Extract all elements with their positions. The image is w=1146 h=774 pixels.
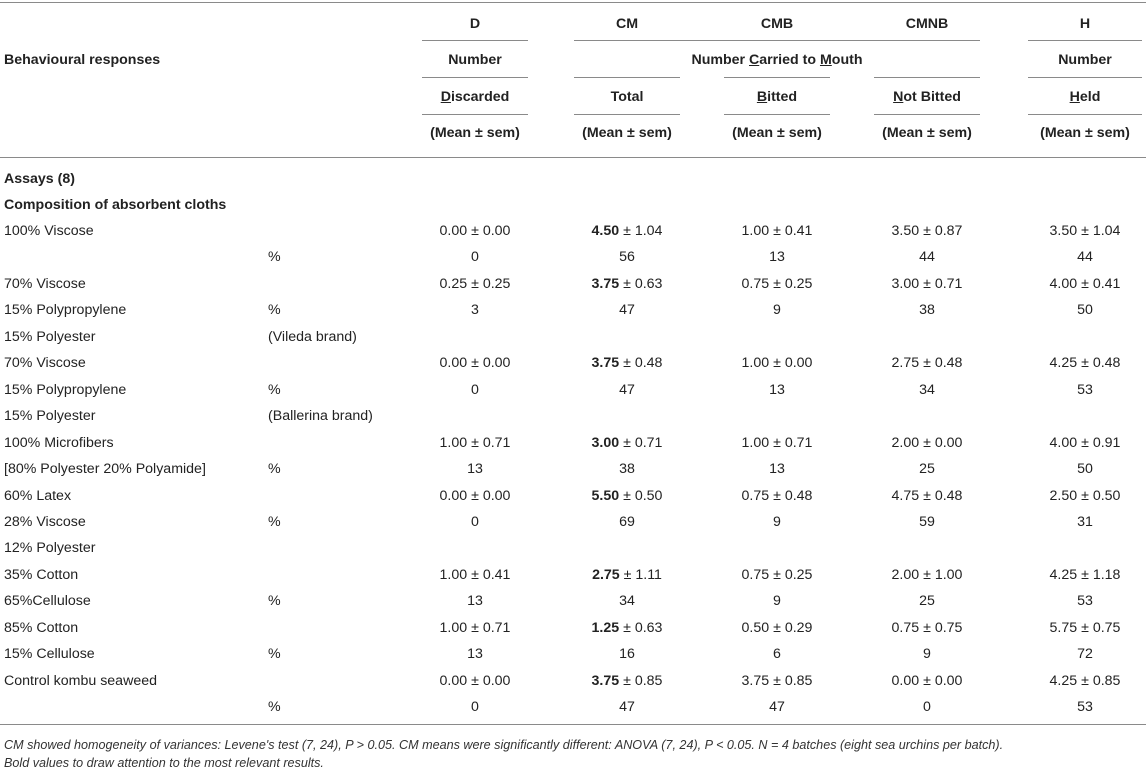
cell-cm-mean: 16 — [619, 646, 635, 662]
cell-cm-sem: ± 0.63 — [619, 620, 663, 636]
cell-cm-sem: ± 0.85 — [619, 673, 663, 689]
cell-cmb: 1.00 ± 0.71 — [741, 435, 813, 451]
cell-cmb: 13 — [769, 382, 785, 398]
cell-h: 3.50 ± 1.04 — [1049, 223, 1121, 239]
cell-cm — [574, 592, 680, 610]
rule-cmnb-2 — [874, 77, 980, 78]
cell-cm-sem: ± 0.63 — [619, 276, 663, 292]
cell-cmnb: 3.50 ± 0.87 — [891, 223, 963, 239]
cell-cmb: 6 — [773, 646, 781, 662]
cell-cm-sem: ± 0.71 — [619, 435, 663, 451]
cell-d: 0.00 ± 0.00 — [439, 488, 511, 504]
row-unit: % — [268, 249, 281, 265]
cell-cmnb: 2.75 ± 0.48 — [891, 355, 963, 371]
cell-cmb: 3.75 ± 0.85 — [741, 673, 813, 689]
header-bottom-rule — [0, 157, 1146, 158]
row-label: 15% Cellulose — [4, 646, 95, 662]
cell-d: 0.25 ± 0.25 — [439, 276, 511, 292]
row-label: 70% Viscose — [4, 276, 86, 292]
cell-cmnb: 44 — [919, 249, 935, 265]
cell-cm-mean: 69 — [619, 514, 635, 530]
table-bottom-rule — [0, 724, 1146, 725]
cell-h: 4.25 ± 0.48 — [1049, 355, 1121, 371]
cell-h: 5.75 ± 0.75 — [1049, 620, 1121, 636]
cell-cm-mean: 47 — [619, 382, 635, 398]
cell-cm-mean: 47 — [619, 302, 635, 318]
row-label: Control kombu seaweed — [4, 673, 157, 689]
footnote-line-1: CM showed homogeneity of variances: Levene's test (7, 24), P > 0.05. CM means were significantly different: ANOVA (7, 24), P < 0.05. N = 4 batches (eight sea urchins per batch). — [4, 738, 1004, 752]
sub-total: Total — [610, 89, 644, 105]
stat-d: (Mean ± sem) — [430, 125, 520, 141]
cell-cm-mean: 56 — [619, 249, 635, 265]
row-label: 15% Polyester — [4, 329, 96, 345]
cell-cmnb: 0.00 ± 0.00 — [891, 673, 963, 689]
sub-held: Held — [1069, 89, 1101, 105]
cell-cm-mean: 34 — [619, 593, 635, 609]
rule-cmb-2 — [724, 77, 830, 78]
col-code-d: D — [469, 16, 481, 32]
rule-d-2 — [422, 77, 528, 78]
stat-cm: (Mean ± sem) — [582, 125, 672, 141]
cell-cmb: 0.75 ± 0.48 — [741, 488, 813, 504]
cell-d: 13 — [467, 461, 483, 477]
cell-cmb: 9 — [773, 302, 781, 318]
row-label: 65%Cellulose — [4, 593, 91, 609]
rule-cm-1 — [574, 40, 980, 41]
cell-cmb: 13 — [769, 249, 785, 265]
row-unit: % — [268, 699, 281, 715]
cell-cm — [574, 354, 680, 372]
col-code-cm: CM — [615, 16, 639, 32]
col-code-cmnb: CMNB — [905, 16, 949, 32]
cell-h: 53 — [1077, 382, 1093, 398]
cell-cm — [574, 222, 680, 240]
cell-h: 4.25 ± 0.85 — [1049, 673, 1121, 689]
cell-cmnb: 25 — [919, 461, 935, 477]
cell-cmb: 47 — [769, 699, 785, 715]
cell-d: 0.00 ± 0.00 — [439, 673, 511, 689]
table-top-rule — [0, 2, 1146, 3]
cell-d: 1.00 ± 0.71 — [439, 620, 511, 636]
cell-h: 72 — [1077, 646, 1093, 662]
cell-cmnb: 34 — [919, 382, 935, 398]
cell-cmnb: 2.00 ± 1.00 — [891, 567, 963, 583]
row-unit: % — [268, 302, 281, 318]
cell-cm — [574, 381, 680, 399]
cell-cm — [574, 248, 680, 266]
row-label: 15% Polyester — [4, 408, 96, 424]
rule-cm-2 — [574, 77, 680, 78]
row-label: 15% Polypropylene — [4, 382, 127, 398]
cell-cmnb: 59 — [919, 514, 935, 530]
cell-cm — [574, 513, 680, 531]
rule-d-1 — [422, 40, 528, 41]
cell-d: 0.00 ± 0.00 — [439, 223, 511, 239]
cell-d: 1.00 ± 0.41 — [439, 567, 511, 583]
row-unit: (Vileda brand) — [268, 329, 357, 345]
cell-cm-sem: ± 1.11 — [619, 567, 662, 583]
cell-cm-mean: 3.75 — [591, 673, 620, 689]
cell-cm — [574, 487, 680, 505]
row-label: 28% Viscose — [4, 514, 86, 530]
col-code-h: H — [1079, 16, 1091, 32]
cell-cm — [574, 301, 680, 319]
cell-cmb: 1.00 ± 0.41 — [741, 223, 813, 239]
cell-cm — [574, 672, 680, 690]
row-label: 60% Latex — [4, 488, 72, 504]
cell-cmnb: 4.75 ± 0.48 — [891, 488, 963, 504]
cell-cmnb: 38 — [919, 302, 935, 318]
cell-d: 0 — [471, 699, 479, 715]
cell-d: 0 — [471, 382, 479, 398]
cell-cm — [574, 645, 680, 663]
cell-cm-sem: ± 0.48 — [619, 355, 663, 371]
cell-h: 4.00 ± 0.91 — [1049, 435, 1121, 451]
row-unit: (Ballerina brand) — [268, 408, 373, 424]
cell-cm-sem: ± 0.50 — [619, 488, 663, 504]
footnote-line-2: Bold values to draw attention to the most relevant results. — [4, 756, 324, 770]
col-code-cmb: CMB — [760, 16, 794, 32]
cell-d: 13 — [467, 646, 483, 662]
rule-d-3 — [422, 114, 528, 115]
row-label: 15% Polypropylene — [4, 302, 127, 318]
cell-h: 31 — [1077, 514, 1093, 530]
rule-h-1 — [1028, 40, 1142, 41]
row-label: 100% Viscose — [4, 223, 94, 239]
sub-bitted: Bitted — [756, 89, 798, 105]
row-label: [80% Polyester 20% Polyamide] — [4, 461, 206, 477]
row-label: 70% Viscose — [4, 355, 86, 371]
behavioural-responses-label: Behavioural responses — [4, 52, 161, 68]
rule-cmb-3 — [724, 114, 830, 115]
row-unit: % — [268, 382, 281, 398]
section-composition: Composition of absorbent cloths — [4, 197, 227, 213]
cell-h: 2.50 ± 0.50 — [1049, 488, 1121, 504]
stat-h: (Mean ± sem) — [1040, 125, 1130, 141]
cell-h: 50 — [1077, 461, 1093, 477]
cell-cm-mean: 3.75 — [591, 276, 620, 292]
rule-h-3 — [1028, 114, 1142, 115]
row-unit: % — [268, 461, 281, 477]
cell-cmb: 13 — [769, 461, 785, 477]
cell-cm-mean: 3.00 — [591, 435, 620, 451]
cell-cm — [574, 566, 680, 584]
cell-d: 3 — [471, 302, 479, 318]
cell-cmnb: 0.75 ± 0.75 — [891, 620, 963, 636]
row-label: 100% Microfibers — [4, 435, 114, 451]
cell-cm-mean: 47 — [619, 699, 635, 715]
cell-h: 4.00 ± 0.41 — [1049, 276, 1121, 292]
cell-cmb: 0.50 ± 0.29 — [741, 620, 813, 636]
cell-d: 1.00 ± 0.71 — [439, 435, 511, 451]
cell-h: 44 — [1077, 249, 1093, 265]
row-unit: % — [268, 646, 281, 662]
cell-cm-mean: 4.50 — [591, 223, 620, 239]
cell-cm-mean: 5.50 — [591, 488, 620, 504]
cell-cm — [574, 460, 680, 478]
cell-h: 4.25 ± 1.18 — [1049, 567, 1121, 583]
cell-cmb: 0.75 ± 0.25 — [741, 567, 813, 583]
cell-cmnb: 25 — [919, 593, 935, 609]
group-carried-to-mouth: Number Carried to Mouth — [691, 52, 863, 68]
cell-cmb: 0.75 ± 0.25 — [741, 276, 813, 292]
cell-cmnb: 9 — [923, 646, 931, 662]
stat-cmb: (Mean ± sem) — [732, 125, 822, 141]
cell-cmnb: 3.00 ± 0.71 — [891, 276, 963, 292]
cell-cm — [574, 275, 680, 293]
group-number-d: Number — [448, 52, 502, 68]
group-number-h: Number — [1058, 52, 1112, 68]
cell-cmb: 9 — [773, 514, 781, 530]
cell-cm — [574, 698, 680, 716]
sub-not-bitted: Not Bitted — [893, 89, 961, 105]
cell-d: 13 — [467, 593, 483, 609]
cell-cm-mean: 3.75 — [591, 355, 620, 371]
cell-cmnb: 2.00 ± 0.00 — [891, 435, 963, 451]
rule-cm-3 — [574, 114, 680, 115]
cell-h: 50 — [1077, 302, 1093, 318]
cell-cm-mean: 1.25 — [591, 620, 620, 636]
row-label: 12% Polyester — [4, 540, 96, 556]
cell-d: 0 — [471, 249, 479, 265]
rule-h-2 — [1028, 77, 1142, 78]
cell-cm — [574, 434, 680, 452]
rule-cmnb-3 — [874, 114, 980, 115]
cell-d: 0.00 ± 0.00 — [439, 355, 511, 371]
cell-cm-sem: ± 1.04 — [619, 223, 663, 239]
stat-cmnb: (Mean ± sem) — [882, 125, 972, 141]
sub-discarded: Discarded — [440, 89, 510, 105]
cell-h: 53 — [1077, 593, 1093, 609]
cell-cm-mean: 2.75 — [592, 567, 620, 583]
cell-cm — [574, 619, 680, 637]
cell-cmnb: 0 — [923, 699, 931, 715]
cell-cm-mean: 38 — [619, 461, 635, 477]
cell-cmb: 9 — [773, 593, 781, 609]
section-assays: Assays (8) — [4, 171, 75, 187]
row-label: 85% Cotton — [4, 620, 79, 636]
cell-cmb: 1.00 ± 0.00 — [741, 355, 813, 371]
cell-h: 53 — [1077, 699, 1093, 715]
row-unit: % — [268, 514, 281, 530]
cell-d: 0 — [471, 514, 479, 530]
row-unit: % — [268, 593, 281, 609]
row-label: 35% Cotton — [4, 567, 79, 583]
